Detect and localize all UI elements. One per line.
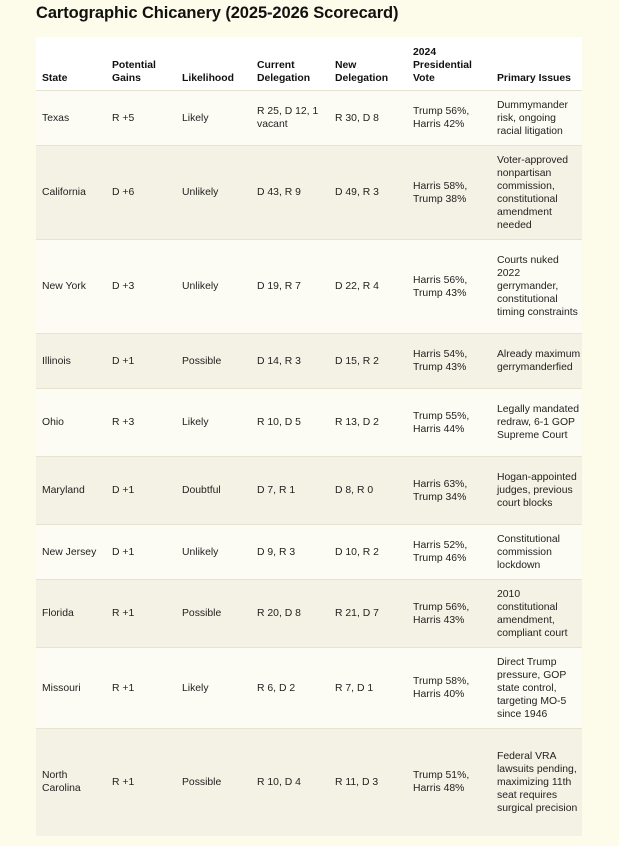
column-header-new-delegation: New Delegation (329, 37, 407, 91)
new-delegation-cell: D 15, R 2 (329, 334, 407, 389)
primary-issues-cell: Constitutional commission lockdown (491, 525, 582, 580)
state-cell: North Carolina (36, 729, 106, 836)
presidential-vote-cell: Harris 56%, Trump 43% (407, 240, 491, 334)
presidential-vote-cell: Harris 63%, Trump 34% (407, 457, 491, 525)
presidential-vote-cell: Harris 52%, Trump 46% (407, 525, 491, 580)
likelihood-cell: Likely (176, 389, 251, 457)
page-title: Cartographic Chicanery (2025-2026 Scorecard) (36, 4, 399, 22)
likelihood-cell: Likely (176, 648, 251, 729)
potential-gains-cell: D +1 (106, 457, 176, 525)
scorecard-table (36, 37, 582, 836)
current-delegation-cell: D 7, R 1 (251, 457, 329, 525)
potential-gains-cell: R +1 (106, 580, 176, 648)
current-delegation-cell: R 10, D 4 (251, 729, 329, 836)
current-delegation-cell: D 43, R 9 (251, 146, 329, 240)
state-cell: Illinois (36, 334, 106, 389)
table-row (36, 525, 582, 580)
current-delegation-cell: D 14, R 3 (251, 334, 329, 389)
state-cell: Missouri (36, 648, 106, 729)
table-header (36, 37, 582, 91)
primary-issues-cell: Dummymander risk, ongoing racial litigation (491, 91, 582, 146)
potential-gains-cell: R +1 (106, 729, 176, 836)
table-row (36, 240, 582, 334)
likelihood-cell: Unlikely (176, 146, 251, 240)
new-delegation-cell: R 7, D 1 (329, 648, 407, 729)
primary-issues-cell: Direct Trump pressure, GOP state control, targeting MO-5 since 1946 (491, 648, 582, 729)
current-delegation-cell: R 20, D 8 (251, 580, 329, 648)
table-body (36, 91, 582, 836)
likelihood-cell: Possible (176, 729, 251, 836)
table-row (36, 389, 582, 457)
table-row (36, 729, 582, 836)
column-header-primary-issues: Primary Issues (491, 37, 582, 91)
primary-issues-cell: Hogan-appointed judges, previous court blocks (491, 457, 582, 525)
column-header-likelihood: Likelihood (176, 37, 251, 91)
presidential-vote-cell: Harris 58%, Trump 38% (407, 146, 491, 240)
new-delegation-cell: R 11, D 3 (329, 729, 407, 836)
new-delegation-cell: D 8, R 0 (329, 457, 407, 525)
current-delegation-cell: D 9, R 3 (251, 525, 329, 580)
primary-issues-cell: Legally mandated redraw, 6-1 GOP Supreme Court (491, 389, 582, 457)
state-cell: Florida (36, 580, 106, 648)
presidential-vote-cell: Trump 58%, Harris 40% (407, 648, 491, 729)
primary-issues-cell: Federal VRA lawsuits pending, maximizing 11th seat requires surgical precision (491, 729, 582, 836)
column-header-current-delegation: Current Delegation (251, 37, 329, 91)
table-row (36, 146, 582, 240)
column-header-potential-gains: Potential Gains (106, 37, 176, 91)
potential-gains-cell: D +1 (106, 525, 176, 580)
new-delegation-cell: R 21, D 7 (329, 580, 407, 648)
table-row (36, 457, 582, 525)
potential-gains-cell: D +3 (106, 240, 176, 334)
table-row (36, 91, 582, 146)
current-delegation-cell: R 25, D 12, 1 vacant (251, 91, 329, 146)
primary-issues-cell: Voter-approved nonpartisan commission, constitutional amendment needed (491, 146, 582, 240)
state-cell: Ohio (36, 389, 106, 457)
primary-issues-cell: Courts nuked 2022 gerrymander, constitutional timing constraints (491, 240, 582, 334)
state-cell: California (36, 146, 106, 240)
potential-gains-cell: D +1 (106, 334, 176, 389)
presidential-vote-cell: Harris 54%, Trump 43% (407, 334, 491, 389)
new-delegation-cell: R 13, D 2 (329, 389, 407, 457)
new-delegation-cell: D 22, R 4 (329, 240, 407, 334)
potential-gains-cell: R +3 (106, 389, 176, 457)
likelihood-cell: Possible (176, 334, 251, 389)
state-cell: Maryland (36, 457, 106, 525)
presidential-vote-cell: Trump 56%, Harris 43% (407, 580, 491, 648)
table-row (36, 334, 582, 389)
potential-gains-cell: R +1 (106, 648, 176, 729)
presidential-vote-cell: Trump 55%, Harris 44% (407, 389, 491, 457)
potential-gains-cell: D +6 (106, 146, 176, 240)
new-delegation-cell: D 49, R 3 (329, 146, 407, 240)
current-delegation-cell: D 19, R 7 (251, 240, 329, 334)
new-delegation-cell: D 10, R 2 (329, 525, 407, 580)
likelihood-cell: Possible (176, 580, 251, 648)
likelihood-cell: Doubtful (176, 457, 251, 525)
likelihood-cell: Unlikely (176, 240, 251, 334)
state-cell: New York (36, 240, 106, 334)
current-delegation-cell: R 6, D 2 (251, 648, 329, 729)
state-cell: Texas (36, 91, 106, 146)
current-delegation-cell: R 10, D 5 (251, 389, 329, 457)
state-cell: New Jersey (36, 525, 106, 580)
header-row (36, 37, 582, 91)
presidential-vote-cell: Trump 51%, Harris 48% (407, 729, 491, 836)
potential-gains-cell: R +5 (106, 91, 176, 146)
primary-issues-cell: 2010 constitutional amendment, compliant court (491, 580, 582, 648)
table-row (36, 580, 582, 648)
primary-issues-cell: Already maximum gerrymanderfied (491, 334, 582, 389)
new-delegation-cell: R 30, D 8 (329, 91, 407, 146)
table-row (36, 648, 582, 729)
column-header-presidential-vote: 2024 Presidential Vote (407, 37, 491, 91)
likelihood-cell: Unlikely (176, 525, 251, 580)
column-header-state: State (36, 37, 106, 91)
presidential-vote-cell: Trump 56%, Harris 42% (407, 91, 491, 146)
likelihood-cell: Likely (176, 91, 251, 146)
